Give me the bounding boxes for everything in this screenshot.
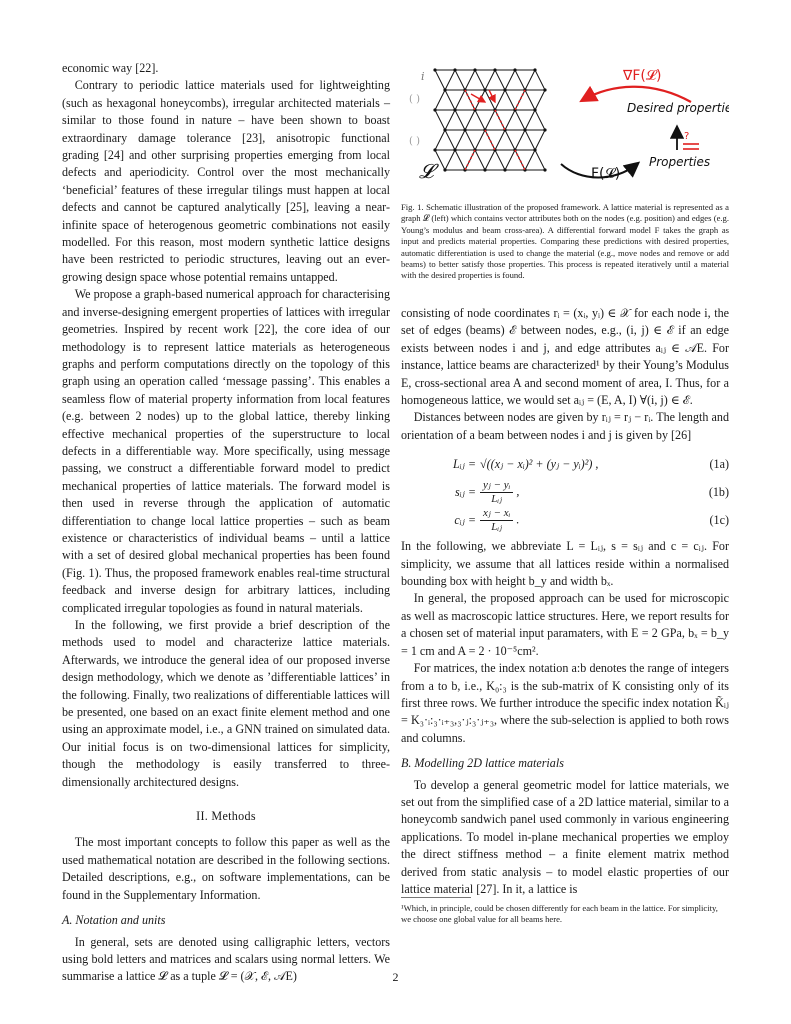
lattice-node [433,68,436,71]
lattice-node [483,168,486,171]
lattice-beam [535,90,545,110]
desired-properties-label: Desired properties [627,101,729,115]
eq-number: (1b) [708,484,729,499]
node-i-label: i [421,70,425,83]
eq-fraction [480,507,513,534]
lattice-label: 𝓛 [419,159,434,183]
lattice-beam [445,150,455,170]
paragraph: In general, sets are denoted using calligraphic letters, vectors using bold letters and matrices and scalars using normal letters. We summarise a lattice 𝓛 as a tuple 𝓛 = (𝒳, ℰ, 𝒜E) [62,934,390,984]
paragraph: In general, the proposed approach can be used for microscopic as well as macroscopic lattice structures. Here, we report results for a chosen set of material input paramaters, with E = 2 GPa, bₓ = b_y = 1 cm and A = 2 · 10⁻⁵cm². [401,591,729,658]
lattice-beam [525,130,535,150]
page-number: 2 [392,970,399,984]
lattice-beam [455,90,465,110]
lattice-beam [485,110,495,130]
lattice-beam [535,110,545,130]
lattice-node [533,148,536,151]
lattice-node [443,168,446,171]
eq-lhs: Lᵢⱼ = [452,456,476,471]
eq-punct: . [516,512,520,527]
paragraph: Distances between nodes are given by rᵢⱼ = rⱼ − rᵢ. The length and orientation of a beam between nodes i and j is given by [26] [401,410,729,442]
lattice-beam [435,150,445,170]
paragraph: economic way [22]. [62,61,159,75]
lattice-beam [435,70,445,90]
lattice-beam [505,90,515,110]
lattice-node [543,88,546,91]
paragraph: For matrices, the index notation a:b denotes the range of integers from a to b, i.e., K₀:₃ is the sub-matrix of K consisting only of its first three rows. We further introduce the specific index notation K̃ᵢⱼ = K₃·ᵢ:₃·ᵢ₊₃,₃·ⱼ:₃·ⱼ₊₃, where the sub-selection is applied to both rows and columns. [401,661,729,745]
lattice-node [453,148,456,151]
lattice-node [503,88,506,91]
left-column [62,60,390,986]
lattice-beam [445,90,455,110]
lattice-beam [525,110,535,130]
lattice-beam [485,150,495,170]
paragraph: In the following, we first provide a brief description of the methods used to model and characterize lattice materials. Afterwards, we introduce the general idea of our proposed inverse design methodology, which we denote as ’differentiable lattices’ in the following. Finally, two realizations of differentiable lattices will be presented, one based on an exact finite element method and one using an approximate model, i.e., a GNN trained on simulated data. Our initial focus is on two-dimensional lattices for simplicity, though the methodology is easily transferred to three-dimensionally architectured designs. [62,618,390,789]
lattice-node [483,88,486,91]
lattice-beam [435,90,445,110]
lattice-beam [455,70,465,90]
subsection-heading: B. Modelling 2D lattice materials [401,756,564,771]
lattice-beam [505,70,515,90]
lattice-node [443,128,446,131]
eq-lhs: sᵢⱼ = [455,484,476,499]
eq-numerator: xⱼ − xᵢ [480,507,513,521]
lattice-beam [505,150,515,170]
footnote-rule [401,897,471,898]
lattice-beam [515,130,525,150]
lattice-node [513,68,516,71]
gradient-label: ∇F(𝓛) [623,68,662,84]
lattice-beam [475,90,485,110]
lattice-beam [475,130,485,150]
lattice-node [453,68,456,71]
forward-model-label: F(𝓛) [591,166,621,182]
lattice-beam [455,150,465,170]
eq-lhs: cᵢⱼ = [454,512,476,527]
lattice-beam [495,90,505,110]
lattice-beam [455,130,465,150]
lattice-beam [435,130,445,150]
lattice-beam [475,110,485,130]
lattice-beam [485,130,495,150]
lattice-node [473,68,476,71]
paragraph: We propose a graph-based numerical approach for characterising and inverse-designing emergent properties of lattices with irregular geometries. Inspired by recent work [22], the core idea of our methodology is to represent lattice materials as heterogeneous graphs and perform computations directly on the topology of this graph using an operation called ‘message passing’. This enables a seamless flow of material property information from local features (e.g. between 2 nodes) up to the global lattice, thereby linking effective mechanical properties of the superstructure to local defects in a differentiable way. More specifically, using message passing, we construct a differentiable forward model to predict mechanical properties of lattice materials. The forward model is then used in reverse through the application of automatic differentiation to change local lattice properties – such as beam existence or characteristics of individual beams – until a lattice with a set of desired global mechanical properties has been found (Fig. 1). Thus, the proposed framework enables real-time structural feedback and inverse design for arbitrary lattices, including complicated irregular topologies as found in natural materials. [62,287,390,615]
lattice-beam [505,110,515,130]
lattice-beam [455,110,465,130]
lattice-beam [445,110,455,130]
eq-denominator: Lᵢⱼ [491,492,503,505]
lattice-beam [535,150,545,170]
properties-label: Properties [649,155,711,169]
lattice-beam [485,70,495,90]
paragraph: consisting of node coordinates rᵢ = (xᵢ, yᵢ) ∈ 𝒳 for each node i, the set of edges (beams) ℰ between nodes, e.g., (i, j) ∈ ℰ if an edge exists between nodes i and j, and edge attributes aᵢⱼ ∈ 𝒜E. For instance, lattice beams are characterized¹ by their Young’s Modulus E, cross-sectional area A and second moment of area, I. Thus, for a homogeneous lattice, we would set aᵢⱼ = (E, A, I) ∀(i, j) ∈ ℰ. [401,306,729,408]
node-attr-bracket: ( ) [409,94,420,105]
equation-1c [401,506,729,534]
edge-attr-bracket: ( ) [409,136,420,147]
paragraph: The most important concepts to follow this paper as well as the used mathematical notation are described in the following sections. Detailed descriptions, e.g., on software implementations, can be found in the Supplementary Information. [62,835,390,902]
lattice-node [503,168,506,171]
subsection-heading: A. Notation and units [62,913,166,928]
lattice-beam [495,150,505,170]
eq-denominator: Lᵢⱼ [491,520,503,533]
figure-caption: Fig. 1. Schematic illustration of the proposed framework. A lattice material is represented as a graph 𝓛 (left) which contains vector attributes both on the nodes (e.g. position) and edges (e.g. Young’s modulus and beam cross-area). A differential forward model F takes the graph as input and predicts material properties. Comparing these predictions with desired properties, automatic differentiation is used to change the material (e.g., move nodes and remove or add beams) to better satisfy those properties. This process is repeated iteratively until a material with the desired properties is found. [401,202,729,281]
lattice-node [533,108,536,111]
lattice-beam [495,110,505,130]
lattice-beam [525,150,535,170]
lattice-node [433,148,436,151]
paragraph: Contrary to periodic lattice materials used for lightweighting (such as hexagonal honeycombs), irregular architected materials – similar to those found in nature – have been shown to boast extraordinary damage tolerance [23], anisotropic functional grading [24] and other surprising properties emerging from local defects and aperiodicity. Control over the most mechanically ‘beneficial’ features of these irregular tilings must happen at local defects and cannot be captured analytically [25], leaving a near-infinite space of heterogenous geometric combinations not easily modelled. For this reason, most modern synthetic lattice designs have been restricted to periodic structures, leaving out an ever-growing design space whose potential remains untapped. [62,78,390,284]
lattice-node [533,68,536,71]
lattice-beam [495,70,505,90]
gradient-arrow [583,87,691,102]
lattice-graph [435,70,545,170]
eq-number: (1c) [709,512,729,527]
eq-number: (1a) [709,456,729,471]
lattice-node [443,88,446,91]
lattice-beam [465,70,475,90]
section-heading: II. Methods [196,809,256,824]
equation-1b [401,478,729,506]
lattice-beam [445,70,455,90]
lattice-node [493,68,496,71]
lattice-beam [465,150,475,170]
equation-1a [401,450,729,478]
eq-punct: , [516,484,520,499]
lattice-beam [535,130,545,150]
lattice-beam [465,110,475,130]
lattice-beam [515,150,525,170]
eq-rhs: √((xⱼ − xᵢ)² + (yⱼ − yᵢ)²) , [480,456,599,471]
lattice-beam [445,130,455,150]
lattice-beam [475,70,485,90]
lattice-beam [535,70,545,90]
lattice-beam [515,90,525,110]
lattice-node [543,128,546,131]
lattice-beam [435,110,445,130]
figure-1 [401,60,729,202]
lattice-beam [525,70,535,90]
lattice-beam [515,110,525,130]
lattice-node [463,128,466,131]
framework-diagram [401,60,729,202]
paragraph: In the following, we abbreviate L = Lᵢⱼ, s = sᵢⱼ and c = cᵢⱼ. For simplicity, we assume that all lattices reside within a normalised bounding box with height b_y and width bₓ. [401,539,729,589]
lattice-beam [495,130,505,150]
paragraph: To develop a general geometric model for lattice materials, we set out from the simplified case of a 2D lattice material, similar to a honeycomb sandwich panel used commonly in various engineering applications. To model in-plane mechanical properties we employ the direct stiffness method – a finite element matrix method derived from static analysis – to model elastic properties of our lattice material [27]. In it, a lattice is [401,777,729,896]
lattice-beam [515,70,525,90]
lattice-node [543,168,546,171]
lattice-node [523,128,526,131]
lattice-node [453,108,456,111]
lattice-beam [465,130,475,150]
eq-fraction [480,479,513,506]
lattice-node [433,108,436,111]
right-column [401,305,729,898]
compare-question: ? [684,131,690,142]
eq-numerator: yⱼ − yᵢ [480,479,513,493]
footnote: ¹Which, in principle, could be chosen differently for each beam in the lattice. For simplicity, we choose one global value for all beams here. [401,903,718,925]
lattice-beam [465,90,475,110]
lattice-beam [475,150,485,170]
lattice-beam [505,130,515,150]
lattice-beam [525,90,535,110]
